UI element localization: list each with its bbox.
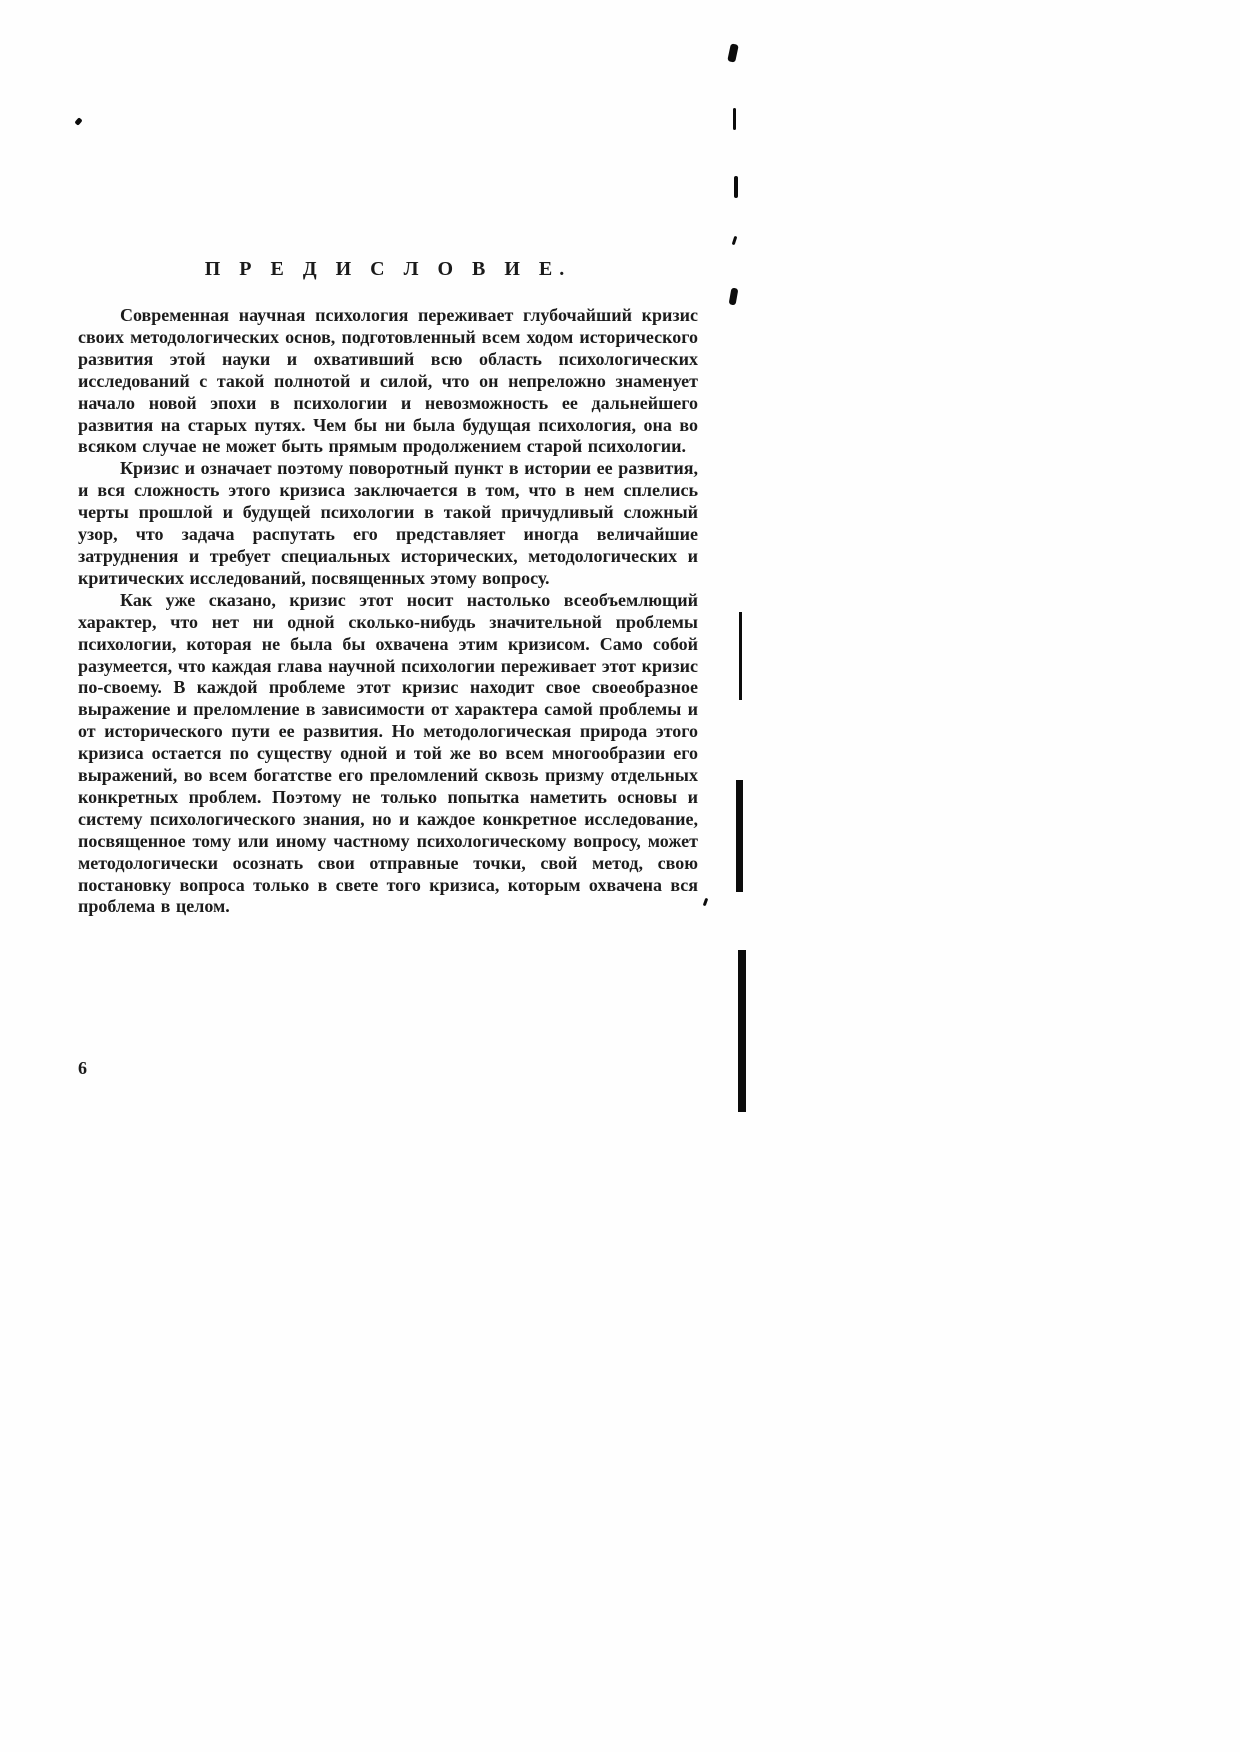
paragraph-2: Кризис и означает поэтому поворотный пункт в истории ее развития, и вся сложность этого кризиса заключается в том, что в нем сплелись черты прошлой и будущей психологии в такой причудливый сложный узор, что задача распутать его представляет иногда величайшие затруднения и требует специальных исторических, методологических и критических исследований, посвященных этому вопросу. — [78, 458, 698, 588]
scan-artifact-mark — [733, 108, 736, 130]
scan-artifact-speck — [703, 898, 709, 907]
scan-artifact-mark — [729, 288, 739, 306]
scan-artifact-mark — [727, 43, 739, 62]
scan-artifact-speck — [74, 117, 82, 126]
text-block — [78, 258, 698, 918]
scan-artifact-line — [739, 612, 742, 700]
paragraph-3: Как уже сказано, кризис этот носит настолько всеобъемлющий характер, что нет ни одной сколько-нибудь значительной проблемы психологии, которая не была бы охвачена этим кризисом. Само собой разумеется, что каждая глава научной психологии переживает этот кризис по-своему. В каждой проблеме этот кризис находит свое своеобразное выражение и преломление в зависимости от характера самой проблемы и от исторического пути ее развития. Но методологическая природа этого кризиса остается по существу одной и той же во всем многообразии его выражений, во всем богатстве его преломлений сквозь призму отдельных конкретных проблем. Поэтому не только попытка наметить основы и систему психологического знания, но и каждое конкретное исследование, посвященное тому или иному частному психологическому вопросу, может методологически осознать свои отправные точки, свой метод, свою постановку вопроса только в свете того кризиса, которым охвачена вся проблема в целом. — [78, 589, 698, 917]
scan-artifact-bar — [738, 950, 746, 1112]
page-number: 6 — [78, 1058, 87, 1078]
page-title: П Р Е Д И С Л О В И Е. — [204, 258, 572, 280]
paragraph-1: Современная научная психология переживает глубочайший кризис своих методологических основ, подготовленный всем ходом исторического развития этой науки и охвативший всю область психологических исследований с такой полнотой и силой, что он непреложно знаменует начало новой эпохи в психологии и невозможность ее дальнейшего развития на старых путях. Чем бы ни была будущая психология, она во всяком случае не может быть прямым продолжением старой психологии. — [78, 305, 698, 457]
scan-artifact-bar — [736, 780, 743, 892]
scan-artifact-mark — [734, 176, 738, 198]
scan-artifact-mark — [732, 236, 738, 245]
